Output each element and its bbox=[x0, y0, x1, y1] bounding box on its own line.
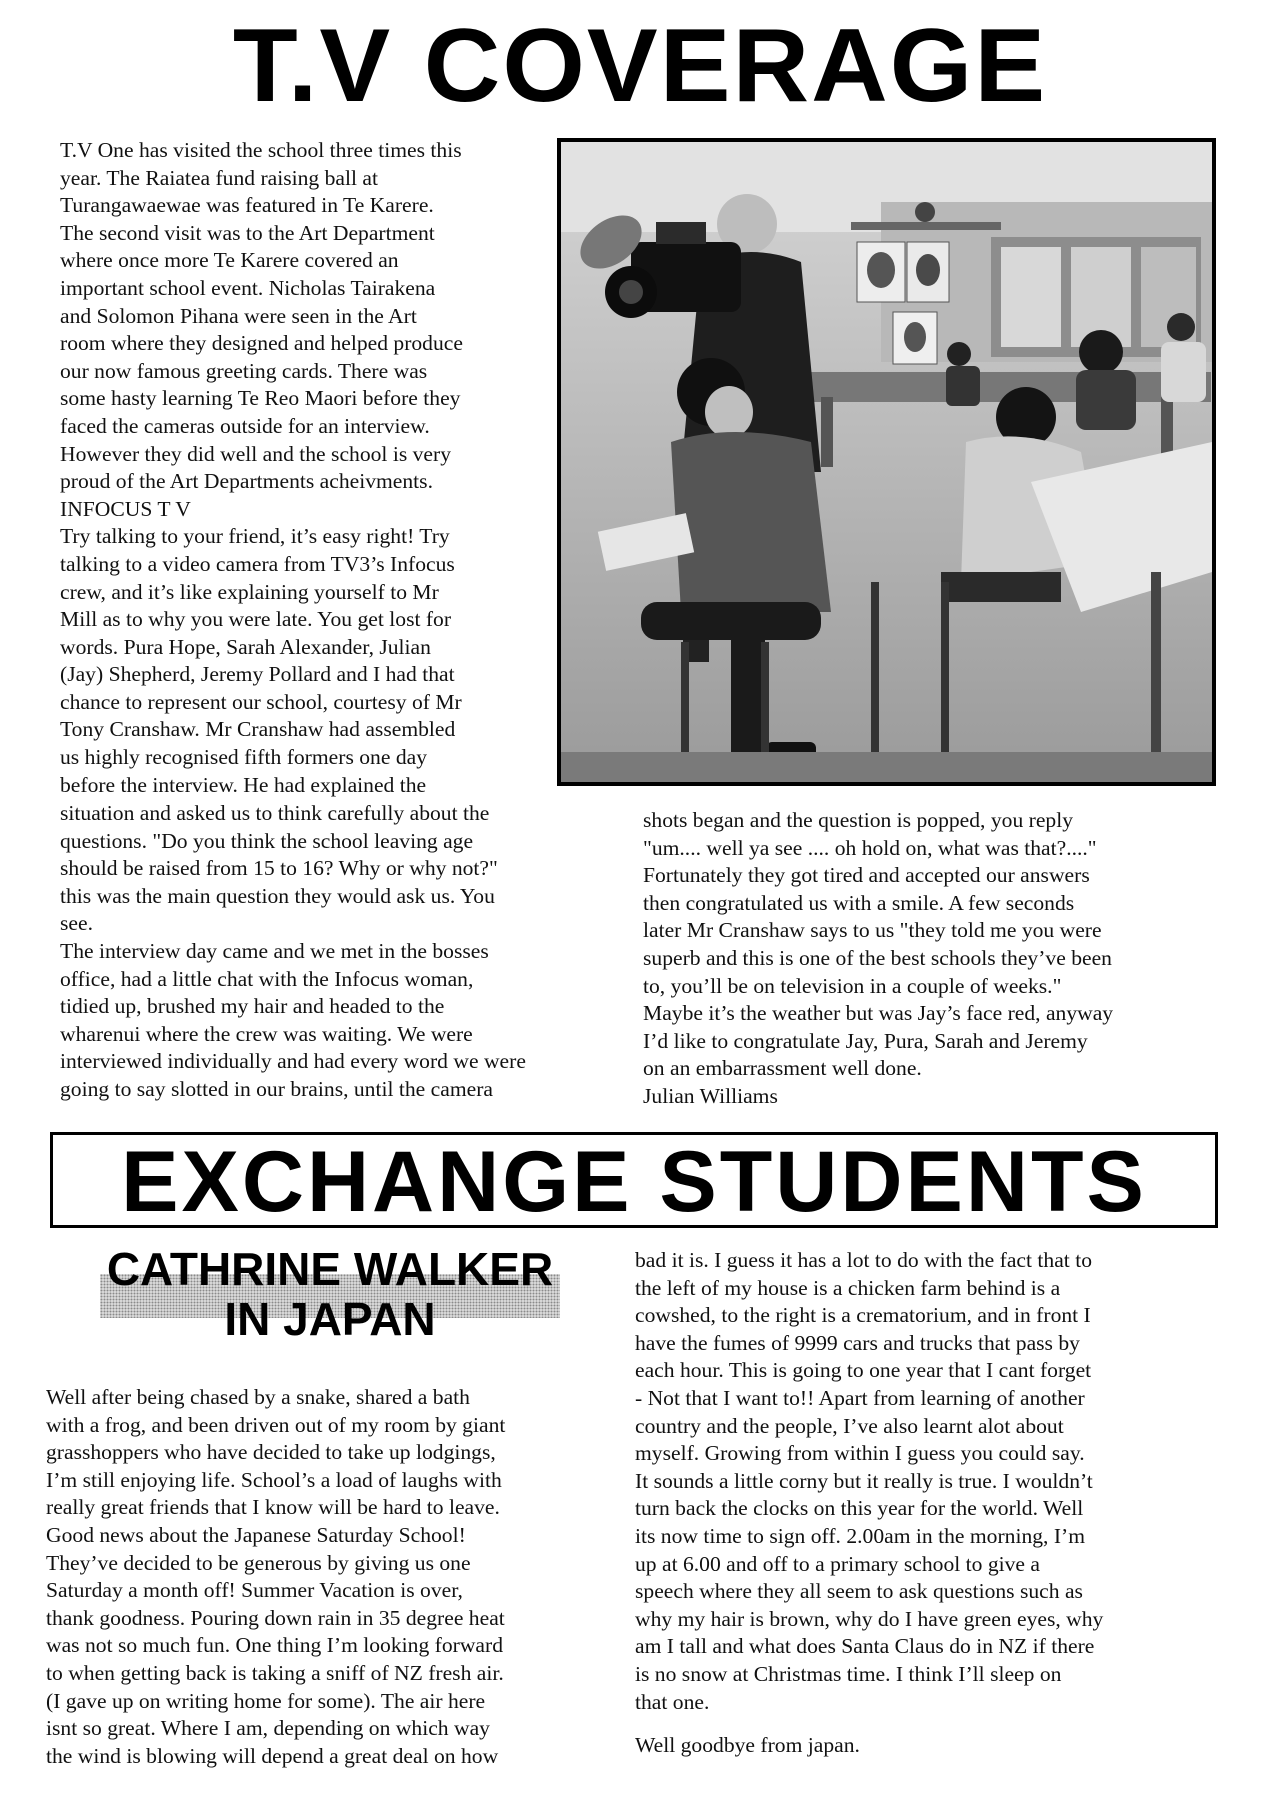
tv-coverage-headline: T.V COVERAGE bbox=[232, 8, 1048, 124]
text-line: crew, and it’s like explaining yourself to Mr bbox=[60, 579, 439, 604]
text-line: myself. Growing from within I guess you could say. bbox=[635, 1441, 1085, 1466]
text-line: this was the main question they would ask us. You bbox=[60, 883, 495, 908]
text-line: "um.... well ya see .... oh hold on, what was that?...." bbox=[643, 835, 1097, 860]
text-line: and Solomon Pihana were seen in the Art bbox=[60, 303, 417, 328]
text-line: on an embarrassment well done. bbox=[643, 1056, 922, 1081]
text-line: where once more Te Karere covered an bbox=[60, 248, 399, 273]
text-line: wharenui where the crew was waiting. We were bbox=[60, 1021, 473, 1046]
text-line: interviewed individually and had every word we were bbox=[60, 1049, 526, 1074]
exchange-article-left-column bbox=[46, 1384, 616, 1770]
text-line: with a frog, and been driven out of my room by giant bbox=[46, 1412, 506, 1437]
text-line: I’d like to congratulate Jay, Pura, Sarah and Jeremy bbox=[643, 1028, 1088, 1053]
text-line: why my hair is brown, why do I have green eyes, why bbox=[635, 1606, 1104, 1631]
text-line: Turangawaewae was featured in Te Karere. bbox=[60, 193, 434, 218]
text-line: going to say slotted in our brains, until the camera bbox=[60, 1076, 493, 1101]
text-line: (Jay) Shepherd, Jeremy Pollard and I had that bbox=[60, 662, 455, 687]
text-line: some hasty learning Te Reo Maori before they bbox=[60, 386, 461, 411]
text-line: Saturday a month off! Summer Vacation is over, bbox=[46, 1578, 463, 1603]
text-line: The second visit was to the Art Department bbox=[60, 220, 435, 245]
tv-article-continued-right bbox=[643, 807, 1223, 1111]
text-line: It sounds a little corny but it really is true. I wouldn’t bbox=[635, 1468, 1093, 1493]
subheadline-line-2: IN JAPAN bbox=[224, 1293, 436, 1345]
text-line: later Mr Cranshaw says to us "they told me you were bbox=[643, 918, 1102, 943]
text-line: speech where they all seem to ask questions such as bbox=[635, 1579, 1083, 1604]
tv-crew-classroom-photo bbox=[557, 138, 1216, 786]
text-line: chance to represent our school, courtesy of Mr bbox=[60, 689, 462, 714]
text-line: They’ve decided to be generous by giving us one bbox=[46, 1550, 471, 1575]
text-line: situation and asked us to think carefully about the bbox=[60, 801, 490, 825]
text-line: words. Pura Hope, Sarah Alexander, Julian bbox=[60, 634, 431, 659]
tv-article-continued-left bbox=[60, 800, 620, 1104]
text-line: thank goodness. Pouring down rain in 35 degree heat bbox=[46, 1605, 505, 1630]
text-line: the left of my house is a chicken farm behind is a bbox=[635, 1275, 1061, 1300]
text-line: should be raised from 15 to 16? Why or why not?" bbox=[60, 856, 498, 881]
text-line: INFOCUS T V bbox=[60, 496, 191, 521]
text-line: office, had a little chat with the Infocus woman, bbox=[60, 966, 474, 991]
text-line: up at 6.00 and off to a primary school to give a bbox=[635, 1551, 1040, 1576]
text-line: to, you’ll be on television in a couple of weeks." bbox=[643, 973, 1062, 998]
text-line: shots began and the question is popped, you reply bbox=[643, 808, 1074, 832]
text-line: that one. bbox=[635, 1689, 710, 1714]
text-line: The interview day came and we met in the bosses bbox=[60, 938, 489, 963]
text-line: really great friends that I know will be hard to leave. bbox=[46, 1495, 500, 1520]
text-line: see. bbox=[60, 911, 93, 936]
exchange-students-headline: EXCHANGE STUDENTS bbox=[121, 1134, 1147, 1230]
text-line: - Not that I want to!! Apart from learning of another bbox=[635, 1385, 1085, 1410]
text-line: am I tall and what does Santa Claus do in NZ if there bbox=[635, 1634, 1095, 1659]
text-line: each hour. This is going to one year that I cant forget bbox=[635, 1358, 1092, 1383]
text-line: Tony Cranshaw. Mr Cranshaw had assembled bbox=[60, 717, 456, 742]
text-line: faced the cameras outside for an interview. bbox=[60, 413, 430, 438]
text-line: grasshoppers who have decided to take up lodgings, bbox=[46, 1440, 496, 1465]
text-line: have the fumes of 9999 cars and trucks that pass by bbox=[635, 1330, 1080, 1355]
subheadline-line-1: CATHRINE WALKER bbox=[106, 1243, 554, 1295]
text-line: proud of the Art Departments acheivments. bbox=[60, 469, 433, 494]
text-line: us highly recognised fifth formers one day bbox=[60, 745, 427, 770]
text-line: superb and this is one of the best schools they’ve been bbox=[643, 945, 1112, 970]
text-line: Fortunately they got tired and accepted our answers bbox=[643, 863, 1090, 888]
text-line: Good news about the Japanese Saturday School! bbox=[46, 1522, 466, 1547]
text-line: T.V One has visited the school three times this bbox=[60, 138, 462, 162]
text-line: talking to a video camera from TV3’s Infocus bbox=[60, 551, 455, 576]
text-line: Maybe it’s the weather but was Jay’s face red, anyway bbox=[643, 1001, 1114, 1026]
text-line: bad it is. I guess it has a lot to do with the fact that to bbox=[635, 1248, 1092, 1272]
text-line: our now famous greeting cards. There was bbox=[60, 358, 428, 383]
exchange-signoff: Well goodbye from japan. bbox=[635, 1733, 860, 1757]
text-line: Try talking to your friend, it’s easy right! Try bbox=[60, 524, 450, 549]
text-line: the wind is blowing will depend a great deal on how bbox=[46, 1743, 499, 1768]
exchange-article-right-column bbox=[635, 1247, 1220, 1716]
tv-article-left-column bbox=[60, 137, 560, 799]
cathrine-walker-subheadline bbox=[50, 1244, 610, 1344]
text-line: Well after being chased by a snake, shared a bath bbox=[46, 1385, 470, 1409]
text-line: I’m still enjoying life. School’s a load of laughs with bbox=[46, 1467, 502, 1492]
text-line: before the interview. He had explained the bbox=[60, 772, 427, 797]
text-line: is no snow at Christmas time. I think I’ll sleep on bbox=[635, 1661, 1062, 1686]
text-line: tidied up, brushed my hair and headed to the bbox=[60, 994, 445, 1019]
exchange-students-headline-box bbox=[50, 1132, 1218, 1228]
text-line: cowshed, to the right is a crematorium, and in front I bbox=[635, 1303, 1091, 1328]
text-line: country and the people, I’ve also learnt alot about bbox=[635, 1413, 1064, 1438]
text-line: room where they designed and helped produce bbox=[60, 331, 463, 356]
text-line: important school event. Nicholas Tairakena bbox=[60, 275, 436, 300]
text-line: Julian Williams bbox=[643, 1083, 778, 1108]
text-line: However they did well and the school is very bbox=[60, 441, 451, 466]
photo-illustration bbox=[561, 142, 1212, 782]
text-line: isnt so great. Where I am, depending on which way bbox=[46, 1716, 490, 1741]
text-line: (I gave up on writing home for some). The air here bbox=[46, 1688, 486, 1713]
text-line: questions. "Do you think the school leaving age bbox=[60, 828, 474, 853]
text-line: to when getting back is taking a sniff of NZ fresh air. bbox=[46, 1660, 504, 1685]
text-line: then congratulated us with a smile. A few seconds bbox=[643, 890, 1075, 915]
text-line: its now time to sign off. 2.00am in the morning, I’m bbox=[635, 1523, 1086, 1548]
text-line: year. The Raiatea fund raising ball at bbox=[60, 165, 378, 190]
text-line: Mill as to why you were late. You get lost for bbox=[60, 607, 452, 632]
text-line: was not so much fun. One thing I’m looking forward bbox=[46, 1633, 503, 1658]
text-line: turn back the clocks on this year for the world. Well bbox=[635, 1496, 1084, 1521]
